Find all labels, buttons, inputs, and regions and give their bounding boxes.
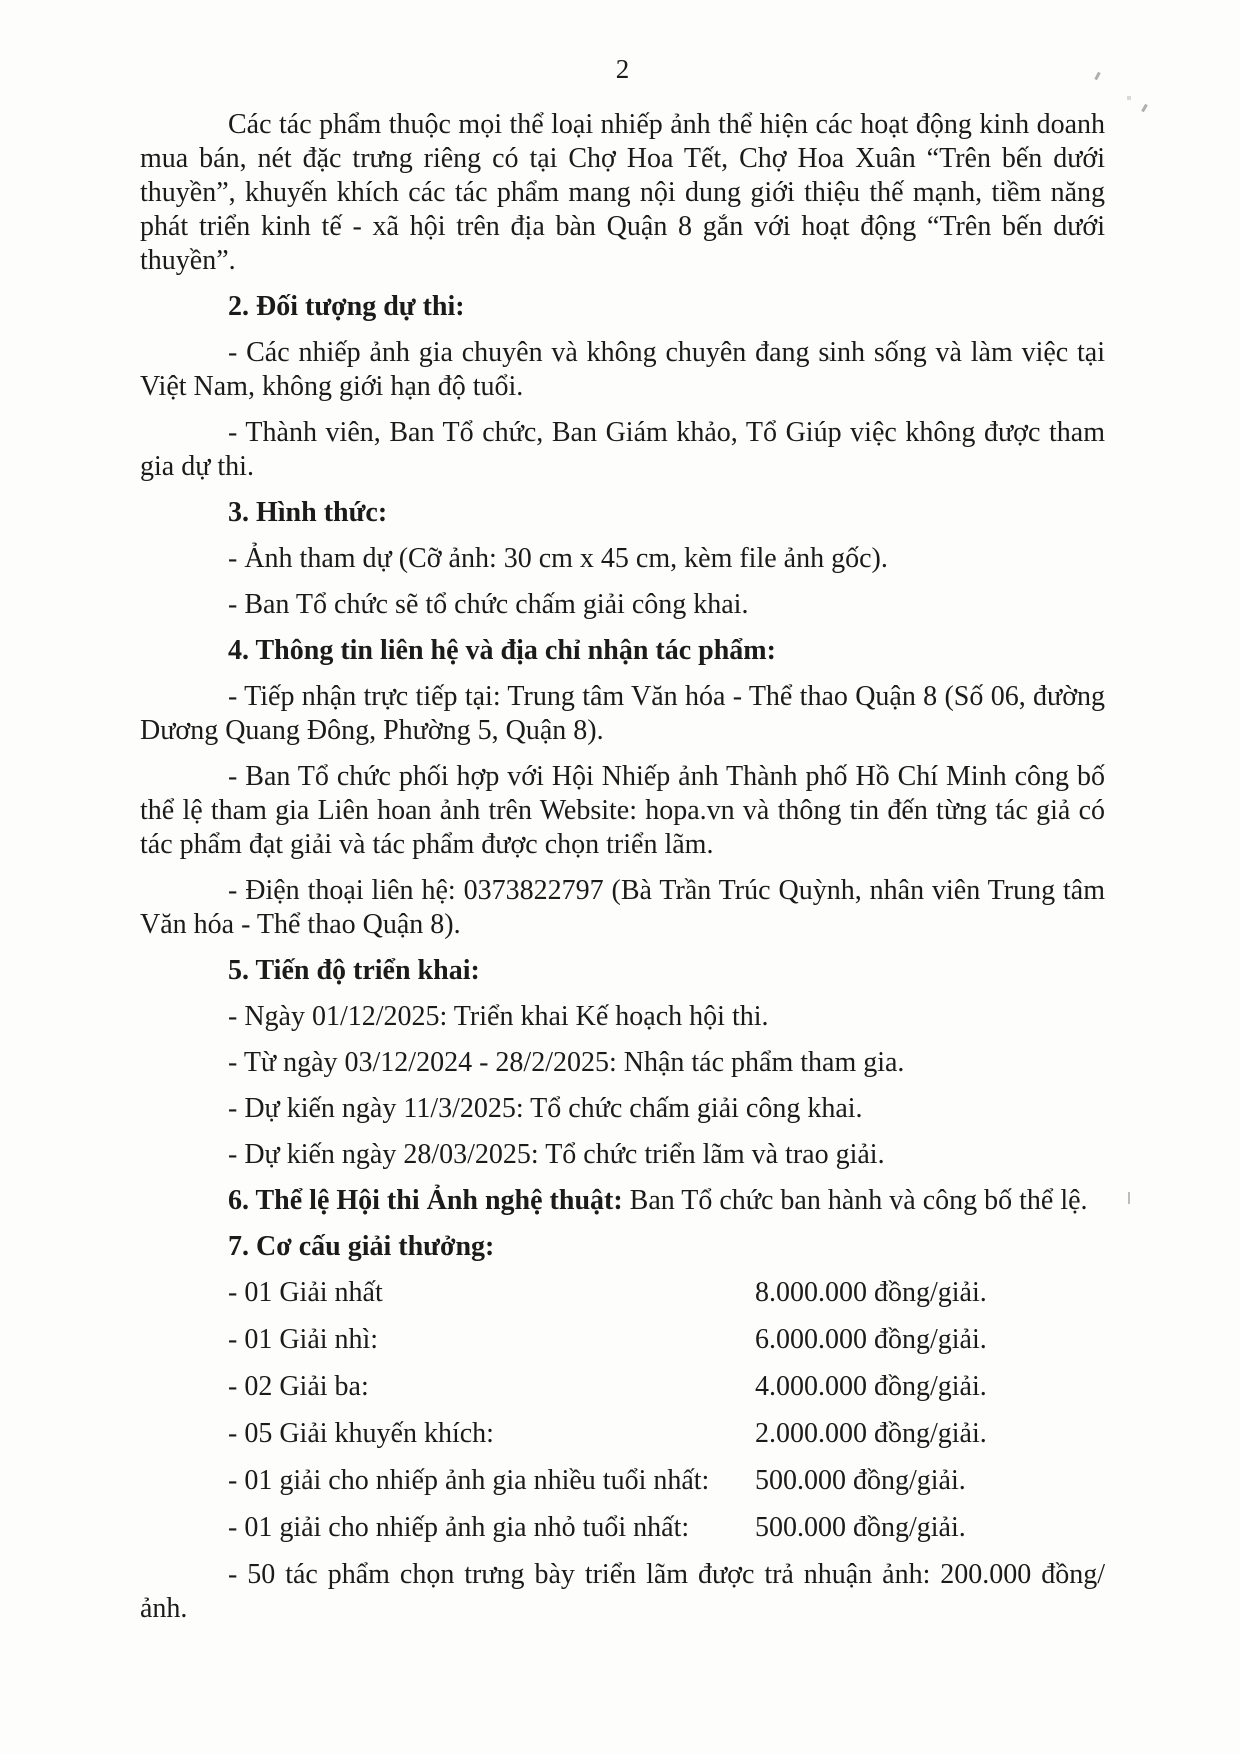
prize-label: - 01 giải cho nhiếp ảnh gia nhiều tuổi nhất: — [228, 1465, 710, 1496]
lien-he-item: - Điện thoại liên hệ: 0373822797 (Bà Trần Trúc Quỳnh, nhân viên Trung tâm Văn hóa - Thể thao Quận 8). — [140, 875, 1105, 940]
doi-tuong-item: - Các nhiếp ảnh gia chuyên và không chuyên đang sinh sống và làm việc tại Việt Nam, không giới hạn độ tuổi. — [140, 337, 1105, 402]
section-heading-tien-do: 5. Tiến độ triển khai: — [228, 955, 480, 986]
lien-he-item: - Tiếp nhận trực tiếp tại: Trung tâm Văn hóa - Thể thao Quận 8 (Số 06, đường Dương Quang Đông, Phường 5, Quận 8). — [140, 681, 1105, 746]
prize-row — [140, 1370, 1105, 1404]
section-heading-giai-thuong: 7. Cơ cấu giải thưởng: — [228, 1231, 495, 1262]
prize-amount: 8.000.000 đồng/giải. — [755, 1277, 987, 1308]
prize-label: - 05 Giải khuyến khích: — [228, 1418, 494, 1449]
prize-row — [140, 1511, 1105, 1545]
scan-speck — [1141, 104, 1148, 112]
tien-do-item: - Dự kiến ngày 28/03/2025: Tổ chức triển lãm và trao giải. — [228, 1139, 885, 1170]
scan-speck — [1128, 1192, 1130, 1204]
section-heading-lien-he: 4. Thông tin liên hệ và địa chỉ nhận tác phẩm: — [228, 635, 776, 666]
section-heading-hinh-thuc: 3. Hình thức: — [228, 497, 388, 528]
tien-do-item: - Từ ngày 03/12/2024 - 28/2/2025: Nhận tác phẩm tham gia. — [228, 1047, 905, 1078]
tien-do-item: - Ngày 01/12/2025: Triển khai Kế hoạch hội thi. — [228, 1001, 769, 1032]
prize-label: - 02 Giải ba: — [228, 1371, 369, 1402]
tien-do-item: - Dự kiến ngày 11/3/2025: Tổ chức chấm giải công khai. — [228, 1093, 863, 1124]
prize-amount: 6.000.000 đồng/giải. — [755, 1324, 987, 1355]
hinh-thuc-item: - Ban Tổ chức sẽ tổ chức chấm giải công khai. — [228, 589, 749, 620]
scan-speck — [828, 357, 831, 360]
scan-speck — [1127, 96, 1131, 100]
section-heading-doi-tuong-du-thi: 2. Đối tượng dự thi: — [228, 291, 465, 322]
doi-tuong-item: - Thành viên, Ban Tổ chức, Ban Giám khảo, Tổ Giúp việc không được tham gia dự thi. — [140, 417, 1105, 482]
prize-label: - 01 Giải nhất — [228, 1277, 383, 1308]
prize-label: - 01 giải cho nhiếp ảnh gia nhỏ tuổi nhất: — [228, 1512, 690, 1543]
prize-row — [140, 1276, 1105, 1310]
closing-paragraph: - 50 tác phẩm chọn trưng bày triển lãm được trả nhuận ảnh: 200.000 đồng/ảnh. — [140, 1559, 1105, 1624]
prize-amount: 2.000.000 đồng/giải. — [755, 1418, 987, 1449]
prize-row — [140, 1323, 1105, 1357]
prize-row — [140, 1464, 1105, 1498]
the-le-heading-text: Ban Tổ chức ban hành và công bố thể lệ. — [622, 1185, 1088, 1216]
intro-paragraph: Các tác phẩm thuộc mọi thể loại nhiếp ảnh thể hiện các hoạt động kinh doanh mua bán, nét đặc trưng riêng có tại Chợ Hoa Tết, Chợ Hoa Xuân “Trên bến dưới thuyền”, khuyến khích các tác phẩm mang nội dung giới thiệu thế mạnh, tiềm năng phát triển kinh tế - xã hội trên địa bàn Quận 8 gắn với hoạt động “Trên bến dưới thuyền”. — [140, 109, 1105, 276]
hinh-thuc-item: - Ảnh tham dự (Cỡ ảnh: 30 cm x 45 cm, kèm file ảnh gốc). — [228, 543, 888, 574]
lien-he-item: - Ban Tổ chức phối hợp với Hội Nhiếp ảnh Thành phố Hồ Chí Minh công bố thể lệ tham gia Liên hoan ảnh trên Website: hopa.vn và thông tin đến từng tác giả có tác phẩm đạt giải và tác phẩm được chọn triển lãm. — [140, 761, 1105, 860]
prize-amount: 500.000 đồng/giải. — [755, 1465, 966, 1496]
page-number: 2 — [615, 54, 630, 84]
prize-label: - 01 Giải nhì: — [228, 1324, 379, 1355]
prize-row — [140, 1417, 1105, 1451]
the-le-heading-label: 6. Thể lệ Hội thi Ảnh nghệ thuật: — [228, 1185, 623, 1216]
section-heading-the-le — [140, 1184, 1105, 1218]
prize-amount: 500.000 đồng/giải. — [755, 1512, 966, 1543]
prize-amount: 4.000.000 đồng/giải. — [755, 1371, 987, 1402]
